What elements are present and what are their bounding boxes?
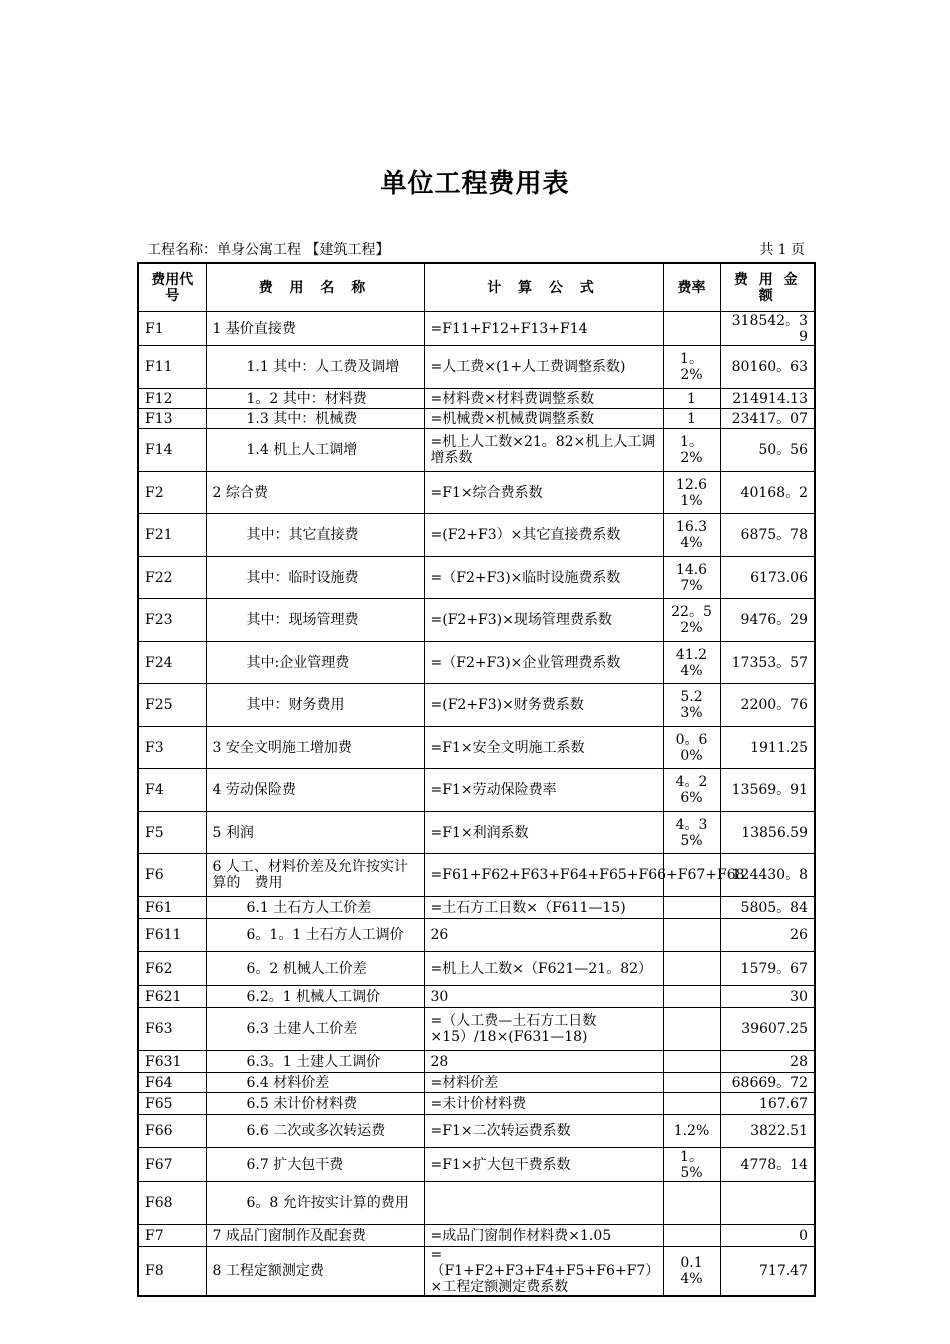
- row-amount: 28: [720, 1051, 815, 1073]
- row-amount: 26: [720, 919, 815, 952]
- row-rate: [663, 312, 720, 346]
- row-code: F7: [138, 1225, 206, 1247]
- row-code: F25: [138, 684, 206, 727]
- row-formula: =机械费×机械费调整系数: [424, 409, 663, 429]
- row-amount: 167.67: [720, 1093, 815, 1115]
- row-name: 8 工程定额测定费: [206, 1247, 424, 1297]
- row-rate: 0.14%: [663, 1247, 720, 1297]
- table-row: [138, 727, 815, 769]
- row-name: 其中：财务费用: [206, 684, 424, 727]
- table-row: [138, 897, 815, 919]
- row-rate: 1。2%: [663, 346, 720, 389]
- row-name: 其中：现场管理费: [206, 599, 424, 642]
- row-formula: =F1×安全文明施工系数: [424, 727, 663, 769]
- row-code: F64: [138, 1073, 206, 1093]
- row-name: 6.6 二次或多次转运费: [206, 1115, 424, 1148]
- row-rate: [663, 1051, 720, 1073]
- header-code: 费用代号: [138, 263, 206, 312]
- row-code: F23: [138, 599, 206, 642]
- row-code: F3: [138, 727, 206, 769]
- row-formula: =F1×二次转运费系数: [424, 1115, 663, 1148]
- fee-table: [137, 262, 816, 1297]
- table-row: [138, 312, 815, 346]
- row-amount: 17353。57: [720, 642, 815, 684]
- row-amount: 5805。84: [720, 897, 815, 919]
- row-code: F6: [138, 854, 206, 897]
- row-name: 6.3 土建人工价差: [206, 1008, 424, 1051]
- row-code: F13: [138, 409, 206, 429]
- table-row: [138, 1008, 815, 1051]
- row-code: F65: [138, 1093, 206, 1115]
- page-title: 单位工程费用表: [380, 169, 570, 199]
- row-code: F631: [138, 1051, 206, 1073]
- row-code: F24: [138, 642, 206, 684]
- table-row: [138, 1073, 815, 1093]
- row-code: F5: [138, 812, 206, 854]
- row-rate: [663, 1225, 720, 1247]
- row-name: 6。8 允许按实计算的费用: [206, 1182, 424, 1225]
- row-rate: 1: [663, 409, 720, 429]
- row-code: F11: [138, 346, 206, 389]
- table-row: [138, 1093, 815, 1115]
- row-formula: =(F2+F3)×现场管理费系数: [424, 599, 663, 642]
- row-amount: 1911.25: [720, 727, 815, 769]
- row-formula: =机上人工数×（F621—21。82）: [424, 952, 663, 986]
- row-code: F611: [138, 919, 206, 952]
- row-name: 1。2 其中：材料费: [206, 389, 424, 409]
- row-amount: 13856.59: [720, 812, 815, 854]
- row-rate: 4。35%: [663, 812, 720, 854]
- row-rate: 22。52%: [663, 599, 720, 642]
- page-count: 共 1 页: [759, 242, 805, 258]
- row-name: 1.3 其中：机械费: [206, 409, 424, 429]
- row-name: 2 综合费: [206, 472, 424, 514]
- row-name: 1.4 机上人工调增: [206, 429, 424, 472]
- table-row: [138, 472, 815, 514]
- row-name: 4 劳动保险费: [206, 769, 424, 812]
- row-formula: =F61+F62+F63+F64+F65+F66+F67+F68: [424, 854, 663, 897]
- row-rate: [663, 1182, 720, 1225]
- row-rate: 12.61%: [663, 472, 720, 514]
- row-amount: 1579。67: [720, 952, 815, 986]
- row-rate: 14.67%: [663, 557, 720, 599]
- row-amount: 3822.51: [720, 1115, 815, 1148]
- row-rate: 4。26%: [663, 769, 720, 812]
- row-amount: 318542。39: [720, 312, 815, 346]
- row-amount: 717.47: [720, 1247, 815, 1297]
- row-code: F63: [138, 1008, 206, 1051]
- table-row: [138, 1247, 815, 1297]
- row-amount: 80160。63: [720, 346, 815, 389]
- row-rate: 5.23%: [663, 684, 720, 727]
- table-row: [138, 599, 815, 642]
- row-rate: 1。5%: [663, 1148, 720, 1182]
- row-amount: 30: [720, 986, 815, 1008]
- row-name: 6.4 材料价差: [206, 1073, 424, 1093]
- row-code: F61: [138, 897, 206, 919]
- row-formula: =土石方工日数×（F611—15): [424, 897, 663, 919]
- row-name: 6.7 扩大包干费: [206, 1148, 424, 1182]
- row-code: F8: [138, 1247, 206, 1297]
- row-name: 3 安全文明施工增加费: [206, 727, 424, 769]
- row-amount: 23417。07: [720, 409, 815, 429]
- table-row: [138, 346, 815, 389]
- row-code: F14: [138, 429, 206, 472]
- row-formula: =（F1+F2+F3+F4+F5+F6+F7）×工程定额测定费系数: [424, 1247, 663, 1297]
- row-code: F2: [138, 472, 206, 514]
- row-formula: =人工费×(1+人工费调整系数): [424, 346, 663, 389]
- row-name: 6.3。1 土建人工调价: [206, 1051, 424, 1073]
- row-formula: 28: [424, 1051, 663, 1073]
- row-name: 6.2。1 机械人工调价: [206, 986, 424, 1008]
- row-amount: 2200。76: [720, 684, 815, 727]
- row-name: 6.5 未计价材料费: [206, 1093, 424, 1115]
- row-rate: [663, 952, 720, 986]
- table-row: [138, 409, 815, 429]
- row-code: F68: [138, 1182, 206, 1225]
- row-code: F4: [138, 769, 206, 812]
- row-formula: 30: [424, 986, 663, 1008]
- table-row: [138, 952, 815, 986]
- row-amount: 39607.25: [720, 1008, 815, 1051]
- row-rate: 1。2%: [663, 429, 720, 472]
- table-row: [138, 1148, 815, 1182]
- row-formula: =F1×扩大包干费系数: [424, 1148, 663, 1182]
- row-name: 6.1 土石方人工价差: [206, 897, 424, 919]
- row-amount: 6875。78: [720, 514, 815, 557]
- row-code: F62: [138, 952, 206, 986]
- row-name: 6。2 机械人工价差: [206, 952, 424, 986]
- row-rate: [663, 919, 720, 952]
- row-formula: =机上人工数×21。82×机上人工调增系数: [424, 429, 663, 472]
- row-rate: [663, 1008, 720, 1051]
- row-formula: =（F2+F3)×临时设施费系数: [424, 557, 663, 599]
- row-rate: [663, 1073, 720, 1093]
- row-amount: 124430。8: [720, 854, 815, 897]
- table-row: [138, 1115, 815, 1148]
- table-row: [138, 684, 815, 727]
- row-code: F67: [138, 1148, 206, 1182]
- row-rate: [663, 1093, 720, 1115]
- project-name: 工程名称：单身公寓工程 【建筑工程】: [147, 242, 390, 258]
- table-row: [138, 986, 815, 1008]
- row-amount: 40168。2: [720, 472, 815, 514]
- row-formula: =(F2+F3)×财务费系数: [424, 684, 663, 727]
- row-amount: 68669。72: [720, 1073, 815, 1093]
- table-row: [138, 919, 815, 952]
- row-amount: 6173.06: [720, 557, 815, 599]
- row-formula: =（F2+F3)×企业管理费系数: [424, 642, 663, 684]
- row-code: F22: [138, 557, 206, 599]
- row-code: F1: [138, 312, 206, 346]
- row-name: 其中：临时设施费: [206, 557, 424, 599]
- row-formula: =材料价差: [424, 1073, 663, 1093]
- row-rate: 1.2%: [663, 1115, 720, 1148]
- table-row: [138, 812, 815, 854]
- row-formula: =成品门窗制作材料费×1.05: [424, 1225, 663, 1247]
- row-formula: =F1×综合费系数: [424, 472, 663, 514]
- row-amount: 0: [720, 1225, 815, 1247]
- row-amount: [720, 1182, 815, 1225]
- row-amount: 50。56: [720, 429, 815, 472]
- row-amount: 9476。29: [720, 599, 815, 642]
- table-row: [138, 1225, 815, 1247]
- row-formula: 26: [424, 919, 663, 952]
- row-formula: =F1×劳动保险费率: [424, 769, 663, 812]
- table-row: [138, 642, 815, 684]
- row-formula: =F1×利润系数: [424, 812, 663, 854]
- row-code: F621: [138, 986, 206, 1008]
- row-name: 6 人工、材料价差及允许按实计算的 费用: [206, 854, 424, 897]
- row-name: 6。1。1 土石方人工调价: [206, 919, 424, 952]
- row-formula: [424, 1182, 663, 1225]
- row-name: 1.1 其中：人工费及调增: [206, 346, 424, 389]
- header-rate: 费率: [663, 263, 720, 312]
- row-formula: =F11+F12+F13+F14: [424, 312, 663, 346]
- header-formula: 计 算 公 式: [424, 263, 663, 312]
- row-rate: 41.24%: [663, 642, 720, 684]
- row-rate: [663, 986, 720, 1008]
- row-name: 1 基价直接费: [206, 312, 424, 346]
- row-formula: =（人工费—土石方工日数×15）/18×(F631—18): [424, 1008, 663, 1051]
- row-amount: 214914.13: [720, 389, 815, 409]
- row-rate: 0。60%: [663, 727, 720, 769]
- row-formula: =材料费×材料费调整系数: [424, 389, 663, 409]
- table-row: [138, 557, 815, 599]
- table-row: [138, 769, 815, 812]
- row-formula: =(F2+F3）×其它直接费系数: [424, 514, 663, 557]
- row-code: F12: [138, 389, 206, 409]
- row-name: 5 利润: [206, 812, 424, 854]
- row-code: F66: [138, 1115, 206, 1148]
- table-row: [138, 429, 815, 472]
- row-name: 其中：其它直接费: [206, 514, 424, 557]
- row-rate: 1: [663, 389, 720, 409]
- document-meta: [147, 241, 805, 259]
- row-formula: =未计价材料费: [424, 1093, 663, 1115]
- table-row: [138, 1182, 815, 1225]
- table-header-row: [138, 263, 815, 312]
- row-amount: 4778。14: [720, 1148, 815, 1182]
- table-row: [138, 854, 815, 897]
- row-code: F21: [138, 514, 206, 557]
- row-name: 其中:企业管理费: [206, 642, 424, 684]
- row-amount: 13569。91: [720, 769, 815, 812]
- table-row: [138, 1051, 815, 1073]
- table-row: [138, 514, 815, 557]
- row-rate: [663, 897, 720, 919]
- row-name: 7 成品门窗制作及配套费: [206, 1225, 424, 1247]
- table-row: [138, 389, 815, 409]
- row-rate: 16.34%: [663, 514, 720, 557]
- header-name: 费 用 名 称: [206, 263, 424, 312]
- header-amount: 费 用 金 额: [720, 263, 815, 312]
